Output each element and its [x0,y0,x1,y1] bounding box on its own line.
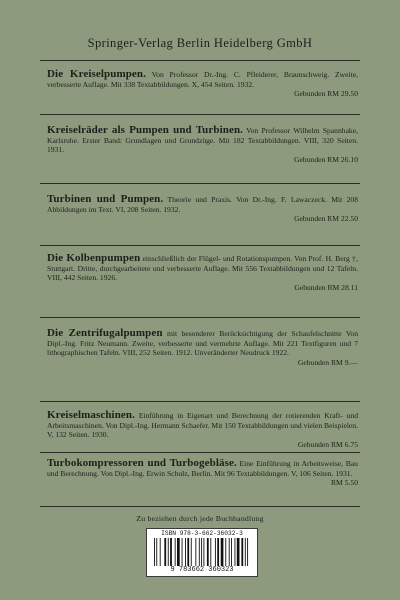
book-price: Gebunden RM 9.— [297,357,358,367]
book-price: Gebunden RM 29.50 [294,89,358,99]
book-entry-6 [47,411,358,449]
book-entry-7 [47,459,358,488]
book-title: Kreiselmaschinen. [47,409,135,421]
book-title: Die Kolbenpumpen [47,252,141,264]
book-entry-1 [47,70,358,99]
book-description: Eine Einführung in Arbeitsweise, Bau und Berechnung. Von Dipl.-Ing. Erwin Schulz, Berlin. Mit 96 Textabbildungen. V, 106 Seiten. 1931. [47,459,358,478]
book-title: Turbokompressoren und Turbogebläse. [47,457,237,469]
book-title: Die Zentrifugalpumpen [47,327,163,339]
book-entry-3 [47,195,358,224]
book-description: Von Professor Wilhelm Spannhake, Karlsruhe. Erster Band: Grundlagen und Grundzüge. Mit 182 Textabbildungen. VIII, 320 Seiten. 1931. [47,126,359,155]
entry-separator [40,401,360,402]
availability-note: Zu beziehen durch jede Buchhandlung [136,514,264,523]
book-entry-5 [47,329,358,367]
book-price: Gebunden RM 26.10 [294,154,358,164]
isbn-barcode [146,528,258,577]
book-description: mit besonderer Berücksichtigung der Schaufelschnitte Von Dipl.-Ing. Fritz Neumann. Zweite, verbesserte und vermehrte Auflage. Mit 221 Textfiguren und 7 lithographischen Tafeln. VIII, 252 Seiten. 1912. Unveränderter Neudruck 1922. [47,329,358,358]
book-title: Kreiselräder als Pumpen und Turbinen. [47,124,244,136]
isbn-label: ISBN 978-3-662-36032-3 [161,530,243,537]
barcode-bars [154,538,250,566]
book-entry-4 [47,254,358,292]
entry-separator [40,183,360,184]
book-title: Turbinen und Pumpen. [47,193,164,205]
book-price: Gebunden RM 28.11 [294,282,358,292]
book-description: Von Professor Dr.-Ing. C. Pfleiderer, Braunschweig. Zweite, verbesserte Auflage. Mit 338 Textabbildungen. X, 454 Seiten. 1932. [47,70,358,89]
header-rule [40,60,360,61]
book-price: Gebunden RM 22.50 [294,214,358,224]
book-title: Die Kreiselpumpen. [47,68,146,80]
book-description: einschließlich der Flügel- und Rotationspumpen. Von Prof. H. Berg †, Stuttgart. Dritte, durchgearbeitete und verbesserte Auflage. Mit 556 Textabbildungen und 12 Tafeln. VIII, 442 Seiten. 1926. [47,254,358,283]
barcode-digits: 9 783662 360323 [170,566,234,574]
book-description: Einführung in Eigenart und Berechnung der rotierenden Kraft- und Arbeitsmaschinen. Von Dipl.-Ing. Hermann Schaefer. Mit 150 Textabbildungen und vielen Beispielen. V, 132 Seiten. 1930. [47,411,358,440]
entry-separator [40,317,360,318]
entry-separator [40,114,360,115]
book-price: Gebunden RM 6.75 [297,439,358,449]
footer-rule [40,506,360,507]
book-entry-2 [47,126,358,164]
entry-separator [40,245,360,246]
entry-separator [40,452,360,453]
publisher-header: Springer-Verlag Berlin Heidelberg GmbH [87,36,313,50]
book-price: RM 5.50 [330,478,358,488]
book-description: Theorie und Praxis. Von Dr.-Ing. F. Lawaczeck. Mit 208 Abbildungen im Text. VI, 208 Seiten. 1932. [47,195,359,214]
